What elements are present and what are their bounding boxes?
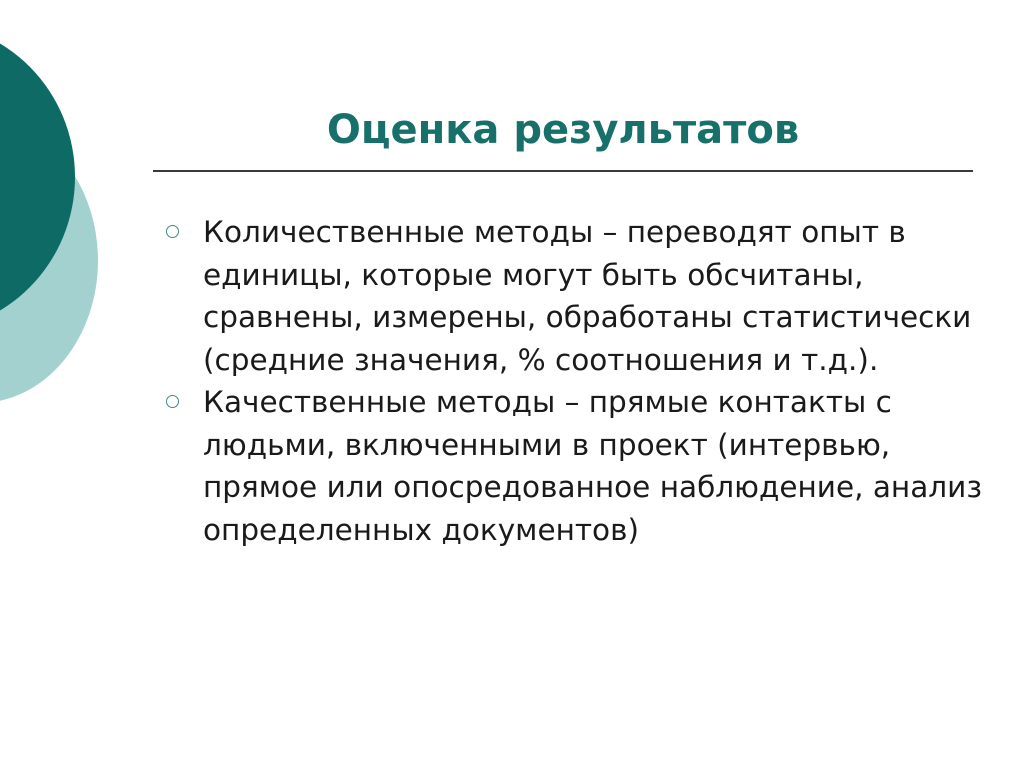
list-item bbox=[160, 211, 990, 381]
bullet-list bbox=[160, 211, 990, 551]
hollow-circle-icon bbox=[166, 395, 179, 408]
hollow-circle-icon bbox=[166, 225, 179, 238]
bullet-text: Количественные методы – переводят опыт в единицы, которые могут быть обсчитаны, сравнены, измерены, обработаны статистически (средние значения, % соотношения и т.д.). bbox=[203, 215, 972, 377]
title-divider bbox=[153, 170, 973, 172]
slide-title: Оценка результатов bbox=[326, 107, 800, 153]
list-item bbox=[160, 381, 990, 551]
bullet-text: Качественные методы – прямые контакты с людьми, включенными в проект (интервью, прямое или опосредованное наблюдение, анализ определенных документов) bbox=[203, 385, 983, 547]
